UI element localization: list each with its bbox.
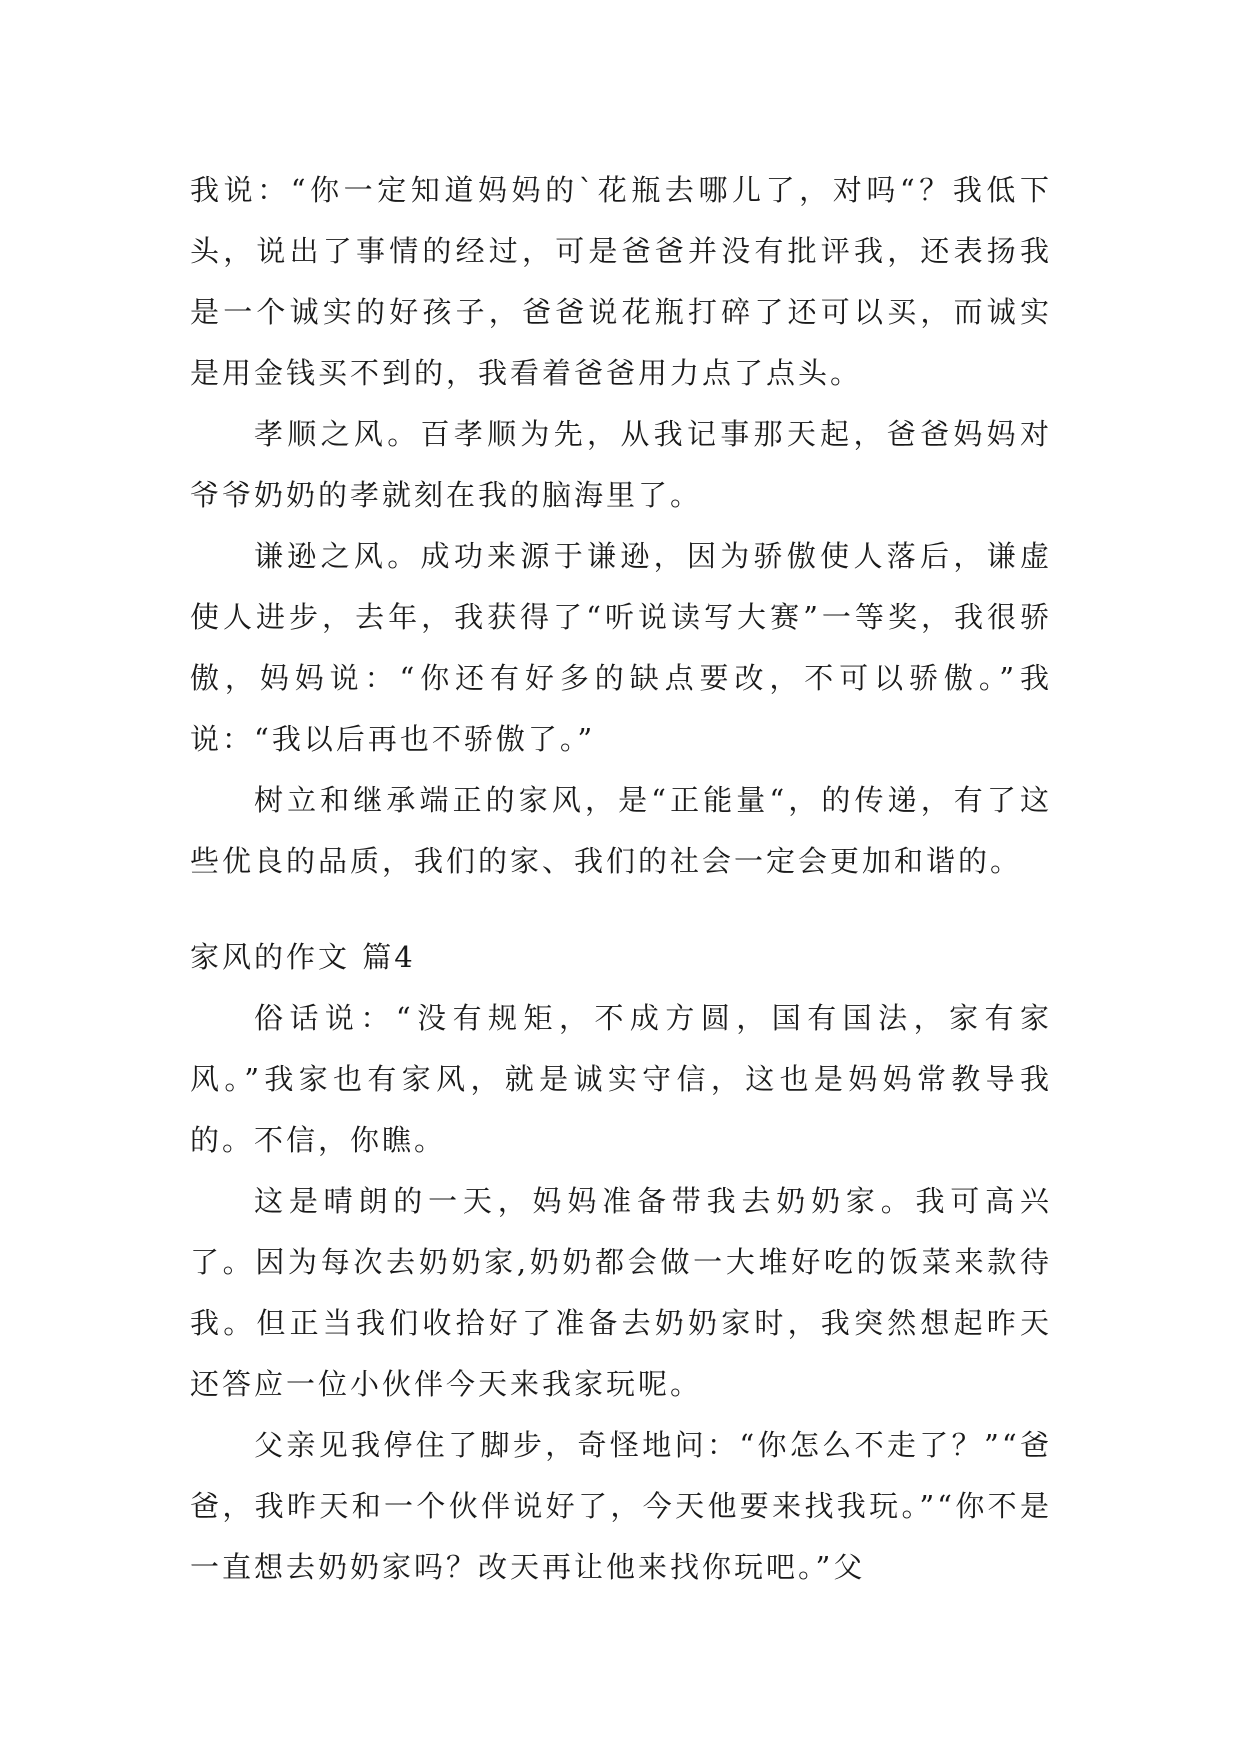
paragraph: 谦逊之风。成功来源于谦逊，因为骄傲使人落后，谦虚使人进步，去年，我获得了“听说读写大赛”一等奖，我很骄傲，妈妈说：“你还有好多的缺点要改，不可以骄傲。”我说：“我以后再也不骄傲了。” [190,539,1052,756]
paragraph: 孝顺之风。百孝顺为先，从我记事那天起，爸爸妈妈对爷爷奶奶的孝就刻在我的脑海里了。 [190,417,1052,512]
paragraph: 俗话说：“没有规矩，不成方圆，国有国法，家有家风。”我家也有家风，就是诚实守信，这也是妈妈常教导我的。不信，你瞧。 [190,1001,1052,1157]
section-title: 家风的作文 篇4 [190,940,416,974]
paragraph: 父亲见我停住了脚步，奇怪地问：“你怎么不走了？”“爸爸，我昨天和一个伙伴说好了，今天他要来找我玩。”“你不是一直想去奶奶家吗？改天再让他来找你玩吧。”父 [190,1428,1052,1584]
paragraph: 我说：“你一定知道妈妈的`花瓶去哪儿了，对吗“？我低下头，说出了事情的经过，可是爸爸并没有批评我，还表扬我是一个诚实的好孩子，爸爸说花瓶打碎了还可以买，而诚实是用金钱买不到的，我看着爸爸用力点了点头。 [190,173,1052,390]
paragraph: 这是晴朗的一天，妈妈准备带我去奶奶家。我可高兴了。因为每次去奶奶家,奶奶都会做一大堆好吃的饭菜来款待我。但正当我们收拾好了准备去奶奶家时，我突然想起昨天还答应一位小伙伴今天来我家玩呢。 [190,1184,1052,1401]
document-page [190,160,1052,1598]
paragraph: 树立和继承端正的家风，是“正能量“，的传递，有了这些优良的品质，我们的家、我们的社会一定会更加和谐的。 [190,783,1052,878]
